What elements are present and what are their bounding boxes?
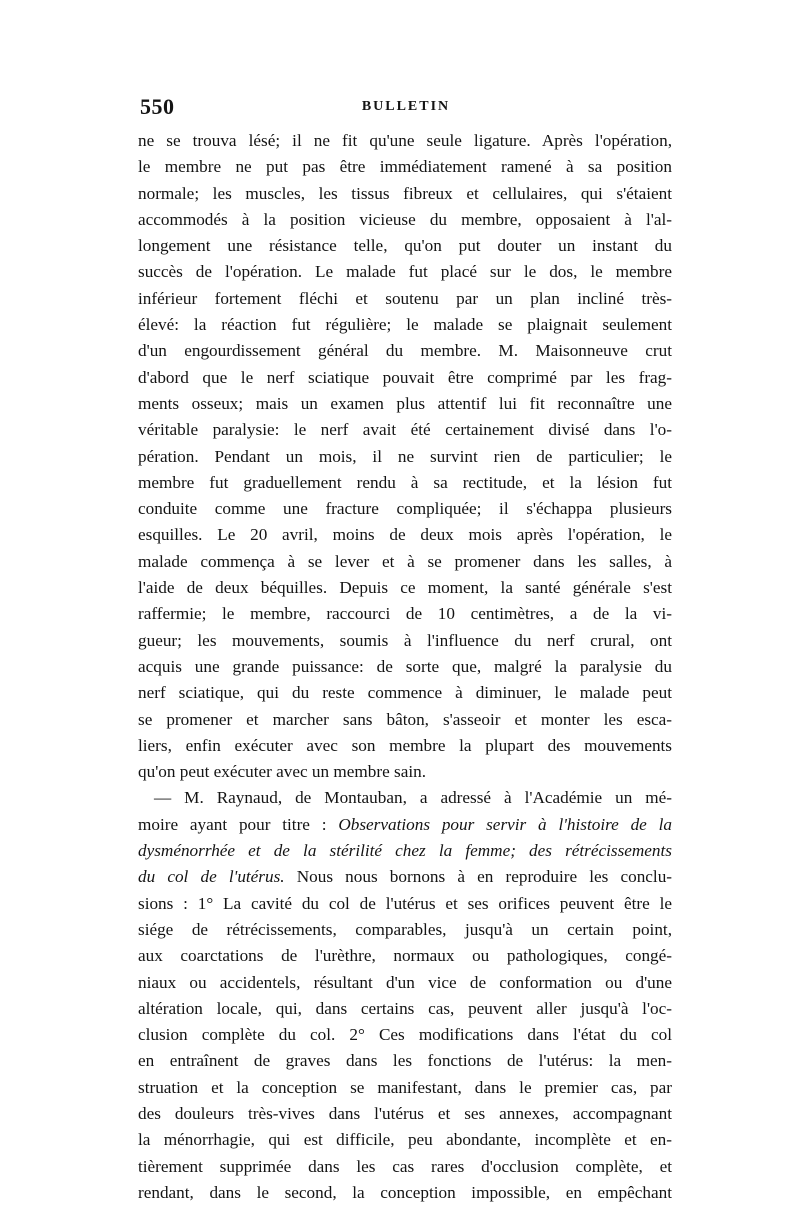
text-line (138, 970, 672, 996)
text-line (138, 891, 672, 917)
line-text: raffermie; le membre, raccourci de 10 centimètres, a de la vi- (138, 604, 672, 624)
line-text: struation et la conception se manifestant, dans le premier cas, par (138, 1077, 672, 1097)
text-line (138, 707, 672, 733)
text-line (138, 496, 672, 522)
text-line (138, 259, 672, 285)
line-text: Nous nous bornons à en reproduire les conclu- (284, 867, 673, 887)
line-text: sions : 1° La cavité du col de l'utérus et ses orifices peuvent être le (138, 893, 672, 913)
text-line (138, 154, 672, 180)
line-text: esquilles. Le 20 avril, moins de deux mois après l'opération, le (138, 525, 672, 545)
text-line (138, 812, 672, 838)
line-text: aux coarctations de l'urèthre, normaux ou pathologiques, congé- (138, 946, 672, 966)
line-text: élevé: la réaction fut régulière; le malade se plaignait seulement (138, 315, 672, 335)
text-line (138, 417, 672, 443)
line-text: moire ayant pour titre : (138, 814, 339, 834)
text-line (138, 444, 672, 470)
line-text: malade commença à se lever et à se promener dans les salles, à (138, 551, 672, 571)
text-line (138, 1180, 672, 1206)
text-line (138, 680, 672, 706)
running-title: BULLETIN (361, 99, 451, 114)
text-line (138, 470, 672, 496)
body-text (138, 128, 672, 1206)
line-text: d'abord que le nerf sciatique pouvait être comprimé par les frag- (138, 367, 672, 387)
text-line (138, 785, 672, 811)
text-line (138, 601, 672, 627)
line-text: clusion complète du col. 2° Ces modifications dans l'état du col (138, 1025, 672, 1045)
text-line (138, 312, 672, 338)
text-line (138, 391, 672, 417)
line-text: normale; les muscles, les tissus fibreux et cellulaires, qui s'étaient (138, 183, 672, 203)
text-line (138, 733, 672, 759)
text-line (138, 365, 672, 391)
line-text: qu'on peut exécuter avec un membre sain. (138, 762, 427, 782)
line-text: se promener et marcher sans bâton, s'asseoir et monter les esca- (138, 709, 672, 729)
text-line (138, 1022, 672, 1048)
italic-title-text: du col de l'utérus. (138, 867, 285, 887)
text-line (138, 181, 672, 207)
text-line (138, 522, 672, 548)
text-line (138, 128, 672, 154)
text-line (138, 1101, 672, 1127)
italic-title-text: Observations pour servir à l'histoire de la (338, 814, 672, 834)
text-line (138, 864, 672, 890)
line-text: acquis une grande puissance: de sorte que, malgré la paralysie du (138, 656, 672, 676)
text-line (138, 917, 672, 943)
text-line (138, 838, 672, 864)
line-text: — M. Raynaud, de Montauban, a adressé à l'Académie un mé- (154, 788, 672, 808)
line-text: succès de l'opération. Le malade fut placé sur le dos, le membre (138, 262, 672, 282)
line-text: nerf sciatique, qui du reste commence à diminuer, le malade peut (138, 683, 672, 703)
italic-title-text: dysménorrhée et de la stérilité chez la femme; des rétrécissements (138, 841, 672, 861)
line-text: la ménorrhagie, qui est difficile, peu abondante, incomplète et en- (138, 1130, 672, 1150)
text-line (138, 207, 672, 233)
line-text: liers, enfin exécuter avec son membre la plupart des mouvements (138, 735, 672, 755)
line-text: inférieur fortement fléchi et soutenu par un plan incliné très- (138, 288, 672, 308)
text-line (138, 1127, 672, 1153)
line-text: gueur; les mouvements, soumis à l'influence du nerf crural, ont (138, 630, 672, 650)
line-text: pération. Pendant un mois, il ne survint rien de particulier; le (138, 446, 672, 466)
line-text: accommodés à la position vicieuse du membre, opposaient à l'al- (138, 209, 672, 229)
text-line (138, 549, 672, 575)
text-line (138, 628, 672, 654)
line-text: véritable paralysie: le nerf avait été certainement divisé dans l'o- (138, 420, 672, 440)
text-line (138, 759, 672, 785)
text-line (138, 996, 672, 1022)
page-number: 550 (140, 94, 175, 119)
text-line (138, 575, 672, 601)
line-text: siége de rétrécissements, comparables, jusqu'à un certain point, (138, 919, 672, 939)
line-text: altération locale, qui, dans certains cas, peuvent aller jusqu'à l'oc- (138, 998, 672, 1018)
line-text: membre fut graduellement rendu à sa rectitude, et la lésion fut (138, 472, 672, 492)
line-text: tièrement supprimée dans les cas rares d'occlusion complète, et (138, 1156, 672, 1176)
text-line (138, 943, 672, 969)
text-line (138, 1154, 672, 1180)
line-text: rendant, dans le second, la conception impossible, en empêchant (138, 1182, 672, 1202)
line-text: longement une résistance telle, qu'on put douter un instant du (138, 236, 672, 256)
text-line (138, 1048, 672, 1074)
line-text: le membre ne put pas être immédiatement ramené à sa position (138, 157, 672, 177)
text-line (138, 286, 672, 312)
text-line (138, 654, 672, 680)
line-text: conduite comme une fracture compliquée; il s'échappa plusieurs (138, 499, 672, 519)
text-line (138, 233, 672, 259)
line-text: des douleurs très-vives dans l'utérus et ses annexes, accompagnant (138, 1103, 672, 1123)
text-line (138, 338, 672, 364)
page-header (140, 94, 672, 124)
line-text: ments osseux; mais un examen plus attentif lui fit reconnaître une (138, 393, 672, 413)
line-text: niaux ou accidentels, résultant d'un vice de conformation ou d'une (138, 972, 672, 992)
line-text: en entraînent de graves dans les fonctions de l'utérus: la men- (138, 1051, 672, 1071)
line-text: ne se trouva lésé; il ne fit qu'une seule ligature. Après l'opération, (138, 131, 672, 150)
line-text: d'un engourdissement général du membre. M. Maisonneuve crut (138, 341, 672, 361)
line-text: l'aide de deux béquilles. Depuis ce moment, la santé générale s'est (138, 578, 672, 598)
text-line (138, 1075, 672, 1101)
